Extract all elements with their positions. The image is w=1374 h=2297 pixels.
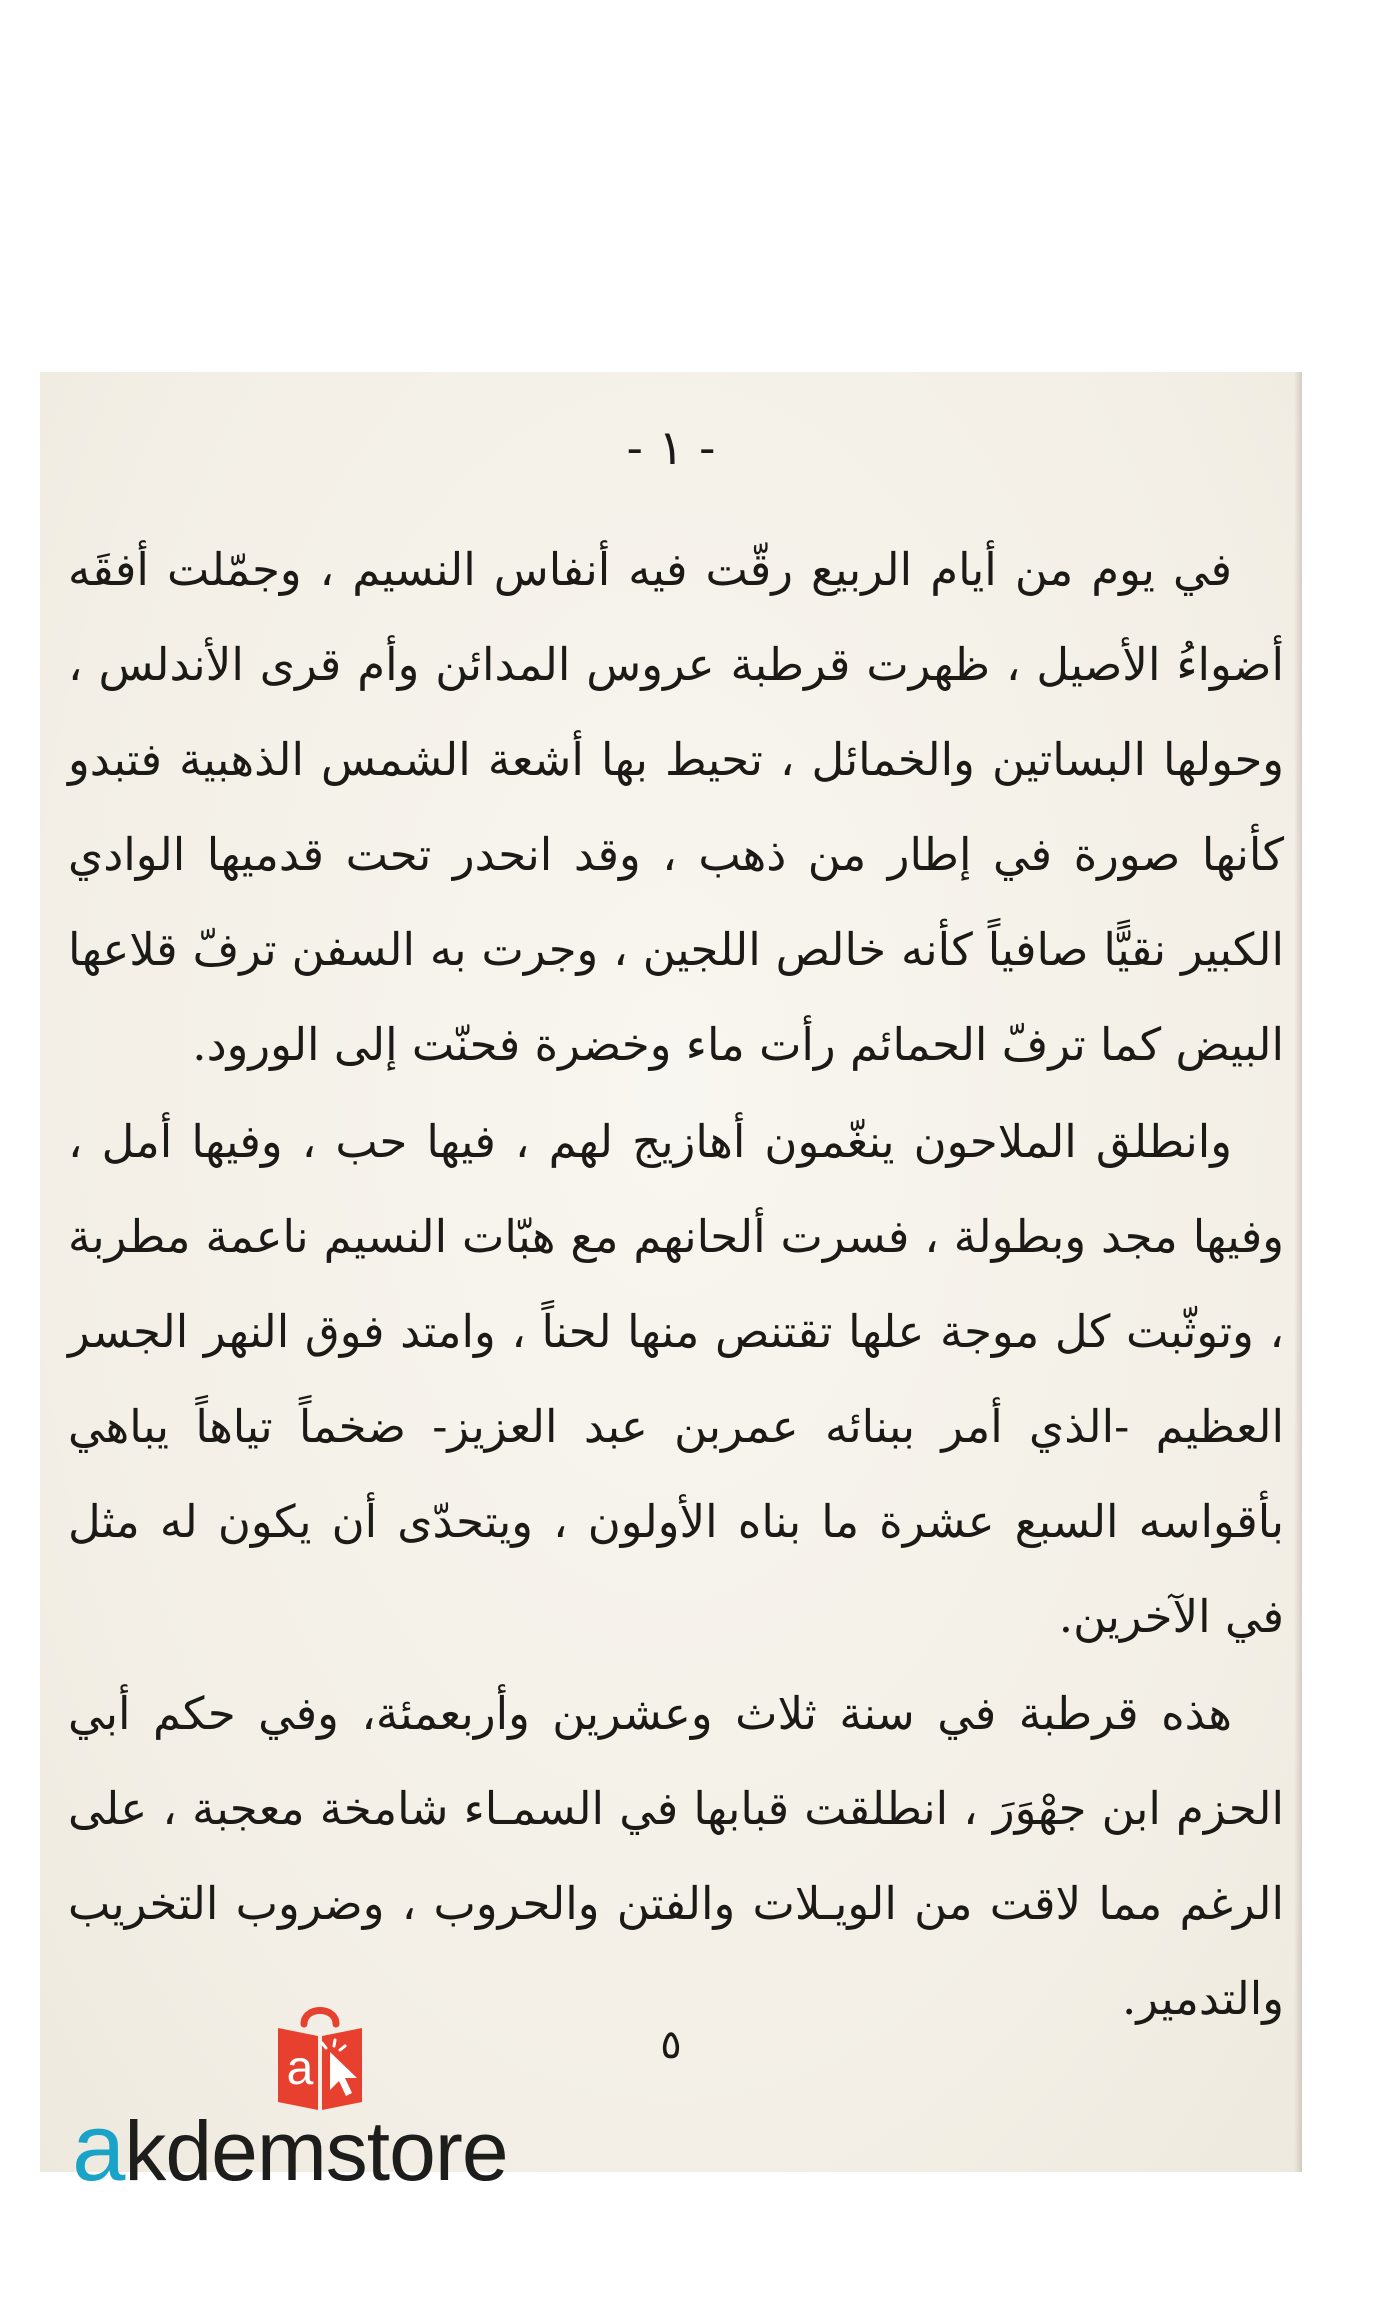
page-number: ٥ <box>660 2022 682 2068</box>
brand-name-rest: kdemstore <box>124 2104 508 2198</box>
akdemstore-watermark <box>72 1998 612 2201</box>
logo-letter: a <box>286 2042 314 2095</box>
brand-name-first-letter: a <box>72 2094 125 2201</box>
scanned-book-page <box>40 372 1302 2172</box>
paragraph-1: في يوم من أيام الربيع رقّت فيه أنفاس النسيم ، وجمّلت أفقَه أضواءُ الأصيل ، ظهرت قرطبة عروس المدائن وأم قرى الأندلس ، وحولها البساتين والخمائل ، تحيط بها أشعة الشمس الذهبية فتبدو كأنها صورة في إطار من ذهب ، وقد انحدر تحت قدميها الوادي الكبير نقيًّا صافياً كأنه خالص اللجين ، وجرت به السفن ترفّ قلاعها البيض كما ترفّ الحمائم رأت ماء وخضرة فحنّت إلى الورود. <box>68 543 1284 1071</box>
brand-name <box>72 2094 612 2201</box>
paragraph-2: وانطلق الملاحون ينغّمون أهازيج لهم ، فيها حب ، وفيها أمل ، وفيها مجد وبطولة ، فسرت ألحانهم مع هبّات النسيم ناعمة مطربة ، وتوثّبت كل موجة علها تقتنص منها لحناً ، وامتد فوق النهر الجسر العظيم -الذي أمر ببنائه عمربن عبد العزيز- ضخماً تياهاً يباهي بأقواسه السبع عشرة ما بناه الأولون ، ويتحدّى أن يكون له مثل في الآخرين. <box>68 1115 1284 1643</box>
body-text <box>68 522 1284 2048</box>
page-edge-shadow <box>1294 372 1302 2172</box>
chapter-number: - ١ - <box>626 420 716 476</box>
paragraph-3: هذه قرطبة في سنة ثلاث وعشرين وأربعمئة، وفي حكم أبي الحزم ابن جهْوَرَ ، انطلقت قبابها في السمـاء شامخة معجبة ، على الرغم مما لاقت من الويـلات والفتن والحروب ، وضروب التخريب والتدمير. <box>68 1687 1284 2025</box>
